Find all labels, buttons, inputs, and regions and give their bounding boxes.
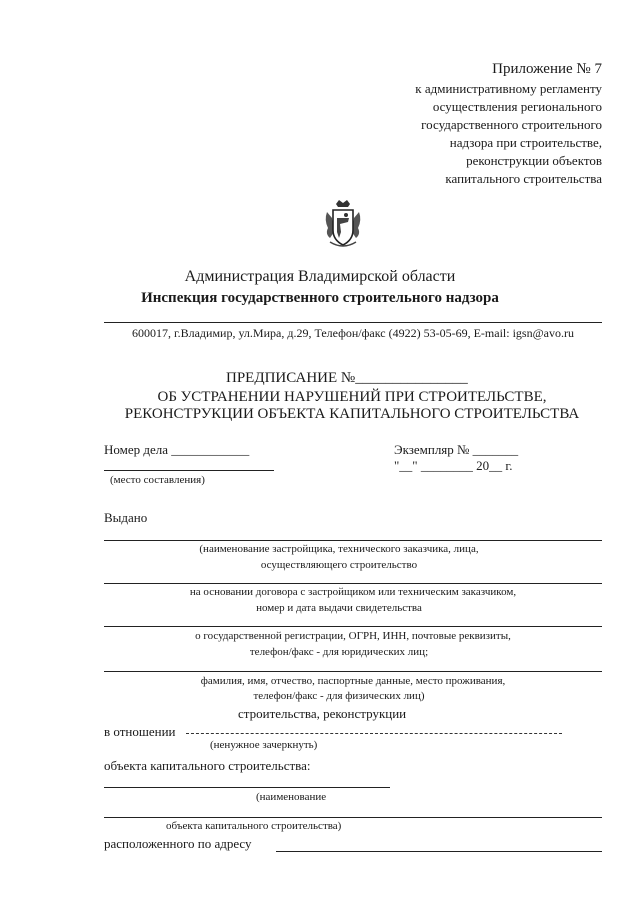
name-note: (наименование xyxy=(256,791,327,803)
appendix-line: реконструкции объектов xyxy=(466,153,602,168)
in-relation-line xyxy=(186,733,562,734)
organization-address: 600017, г.Владимир, ул.Мира, д.29, Телефон/факс (4922) 53-05-69, E-mail: igsn@avo.ru xyxy=(132,326,574,340)
developer-note-1: (наименование застройщика, технического заказчика, лица, xyxy=(199,543,479,555)
construction-type: строительства, реконструкции xyxy=(238,706,407,721)
appendix-line: капитального строительства xyxy=(445,171,602,186)
person-note-1: фамилия, имя, отчество, паспортные данные, место проживания, xyxy=(200,675,506,687)
header-divider xyxy=(104,322,602,323)
legal-line xyxy=(104,626,602,627)
organization-name: Администрация Владимирской области xyxy=(184,268,456,285)
appendix-line: надзора при строительстве, xyxy=(449,135,602,150)
person-note-2: телефон/факс - для физических лиц) xyxy=(253,690,425,702)
appendix-line: государственного строительного xyxy=(421,117,602,132)
object-line xyxy=(104,787,390,788)
appendix-number: Приложение № 7 xyxy=(492,61,602,77)
legal-note-2: телефон/факс - для юридических лиц; xyxy=(249,646,429,658)
strike-note: (ненужное зачеркнуть) xyxy=(210,739,318,751)
coat-of-arms-icon xyxy=(322,198,364,250)
object-label: объекта капитального строительства: xyxy=(104,758,311,773)
issued-label: Выдано xyxy=(104,510,148,525)
copy-number-field: Экземпляр № _______ xyxy=(394,442,519,457)
appendix-line: к административному регламенту xyxy=(415,81,602,96)
contract-line xyxy=(104,583,602,584)
contract-note-2: номер и дата выдачи свидетельства xyxy=(256,602,422,614)
appendix-line: осуществления регионального xyxy=(432,99,602,114)
person-line xyxy=(104,671,602,672)
address-label: расположенного по адресу xyxy=(104,836,252,851)
developer-note-2: осуществляющего строительство xyxy=(260,559,418,571)
case-number-field: Номер дела ____________ xyxy=(104,442,250,457)
in-relation-label: в отношении xyxy=(104,724,176,739)
contract-note-1: на основании договора с застройщиком или техническим заказчиком, xyxy=(189,586,517,598)
object-name-line xyxy=(104,817,602,818)
address-line xyxy=(276,851,602,852)
coat-of-arms-emblem xyxy=(322,198,364,250)
order-title: ПРЕДПИСАНИЕ №_______________ xyxy=(226,370,468,386)
order-subtitle-2: РЕКОНСТРУКЦИИ ОБЪЕКТА КАПИТАЛЬНОГО СТРОИТЕЛЬСТВА xyxy=(124,406,580,422)
place-line xyxy=(104,470,274,471)
appendix-header xyxy=(302,60,602,188)
inspection-name: Инспекция государственного строительного надзора xyxy=(141,290,499,306)
order-subtitle-1: ОБ УСТРАНЕНИИ НАРУШЕНИЙ ПРИ СТРОИТЕЛЬСТВЕ, xyxy=(157,389,547,405)
object-note: объекта капитального строительства) xyxy=(166,820,342,832)
legal-note-1: о государственной регистрации, ОГРН, ИНН, почтовые реквизиты, xyxy=(195,630,511,642)
issued-line xyxy=(104,540,602,541)
date-field: "__" ________ 20__ г. xyxy=(394,458,513,473)
place-note: (место составления) xyxy=(110,474,205,486)
